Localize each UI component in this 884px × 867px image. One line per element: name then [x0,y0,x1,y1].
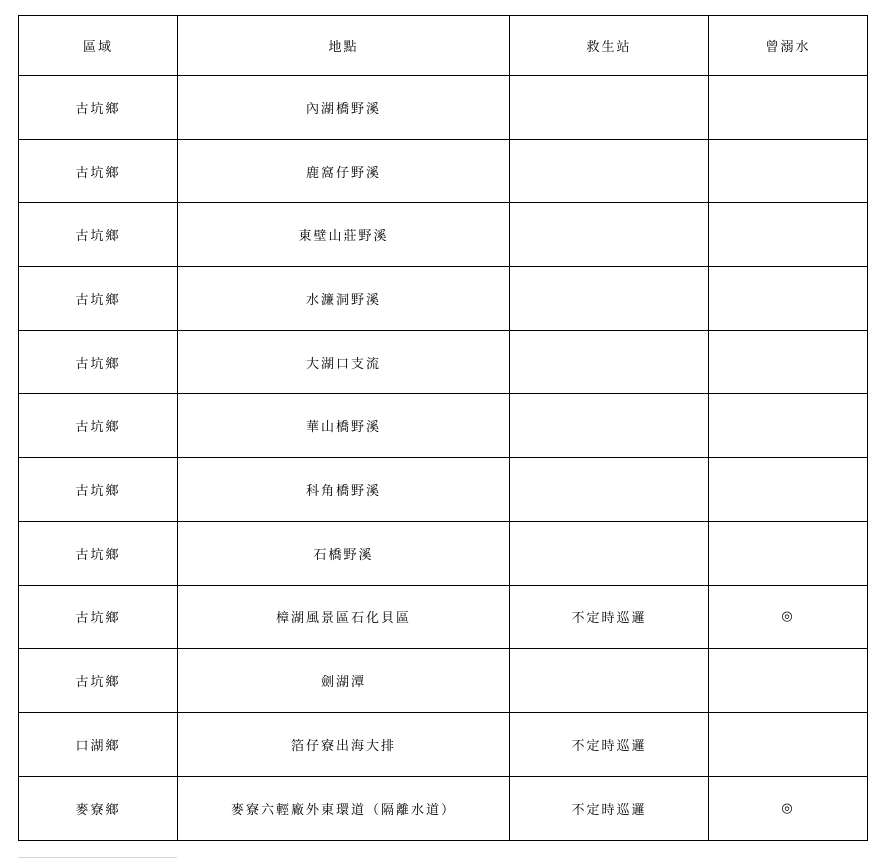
cell-rescue-station [510,267,709,331]
cell-drowning-mark: ◎ [709,585,868,649]
cell-rescue-station: 不定時巡邏 [510,712,709,776]
cell-drowning-mark: ◎ [709,776,868,840]
cell-rescue-station: 不定時巡邏 [510,776,709,840]
table-row [19,76,868,140]
cell-area: 古坑鄉 [19,330,178,394]
cell-drowning-mark [709,267,868,331]
drowning-locations-table [18,15,868,841]
cell-location: 鹿窩仔野溪 [178,139,510,203]
cell-drowning-mark [709,394,868,458]
cell-location: 華山橋野溪 [178,394,510,458]
cell-drowning-mark [709,712,868,776]
table-row [19,649,868,713]
cell-rescue-station [510,649,709,713]
header-rescue-station: 救生站 [510,16,709,76]
cell-area: 麥寮鄉 [19,776,178,840]
cell-area: 古坑鄉 [19,649,178,713]
page-divider [18,857,177,858]
cell-area: 古坑鄉 [19,76,178,140]
cell-drowning-mark [709,139,868,203]
table-row [19,521,868,585]
table-row [19,394,868,458]
table-header-row [19,16,868,76]
cell-location: 劍湖潭 [178,649,510,713]
cell-rescue-station [510,203,709,267]
cell-area: 古坑鄉 [19,394,178,458]
cell-drowning-mark [709,649,868,713]
cell-rescue-station [510,458,709,522]
cell-location: 東壁山莊野溪 [178,203,510,267]
cell-location: 內湖橋野溪 [178,76,510,140]
cell-rescue-station [510,76,709,140]
table-row [19,585,868,649]
cell-drowning-mark [709,458,868,522]
header-location: 地點 [178,16,510,76]
cell-area: 古坑鄉 [19,458,178,522]
cell-rescue-station [510,330,709,394]
cell-area: 古坑鄉 [19,267,178,331]
table-row [19,139,868,203]
cell-rescue-station: 不定時巡邏 [510,585,709,649]
cell-location: 科角橋野溪 [178,458,510,522]
cell-drowning-mark [709,203,868,267]
cell-drowning-mark [709,521,868,585]
cell-area: 口湖鄉 [19,712,178,776]
cell-area: 古坑鄉 [19,139,178,203]
cell-area: 古坑鄉 [19,521,178,585]
cell-rescue-station [510,394,709,458]
cell-area: 古坑鄉 [19,585,178,649]
cell-location: 大湖口支流 [178,330,510,394]
cell-drowning-mark [709,76,868,140]
table-row [19,267,868,331]
cell-location: 水濂洞野溪 [178,267,510,331]
cell-location: 樟湖風景區石化貝區 [178,585,510,649]
table-row [19,712,868,776]
table-row [19,776,868,840]
cell-rescue-station [510,139,709,203]
header-area: 區域 [19,16,178,76]
cell-location: 麥寮六輕廠外東環道（隔離水道） [178,776,510,840]
cell-area: 古坑鄉 [19,203,178,267]
table-row [19,458,868,522]
table-row [19,203,868,267]
cell-drowning-mark [709,330,868,394]
cell-location: 石橋野溪 [178,521,510,585]
cell-location: 箔仔寮出海大排 [178,712,510,776]
cell-rescue-station [510,521,709,585]
header-drowning-history: 曾溺水 [709,16,868,76]
table-row [19,330,868,394]
